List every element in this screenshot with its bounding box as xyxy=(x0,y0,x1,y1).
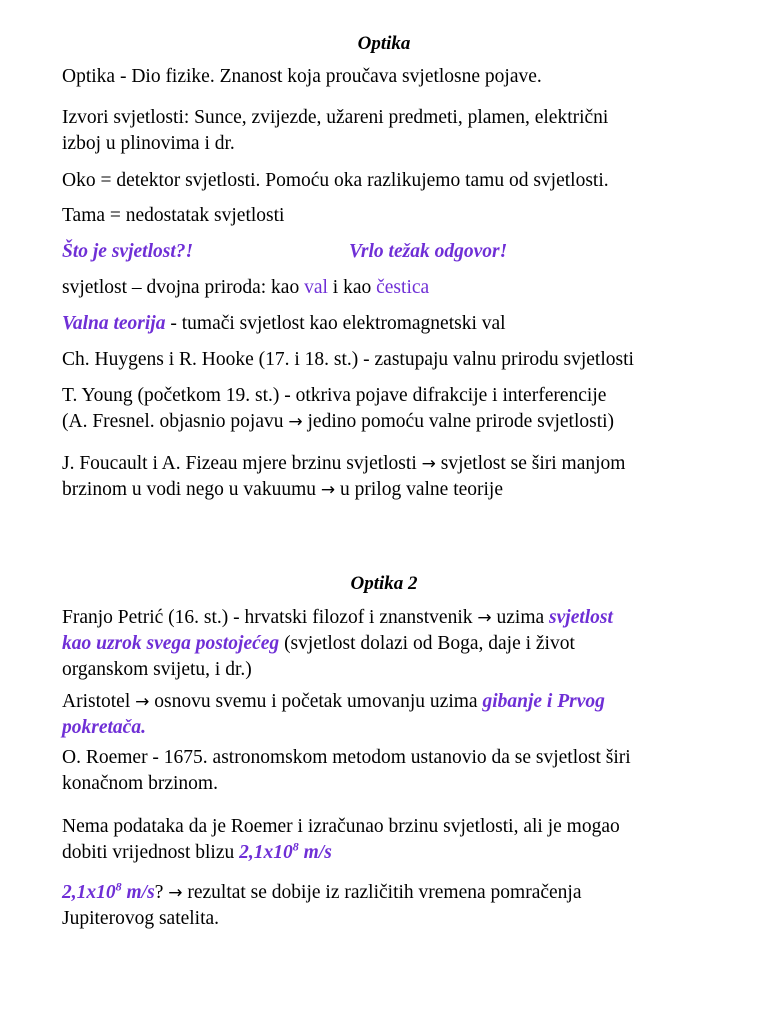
result-line-1-b: rezultat se dobije iz različitih vremena pomračenja xyxy=(182,882,582,903)
young-line-1: T. Young (početkom 19. st.) - otkriva pojave difrakcije i interferencije xyxy=(62,385,607,406)
young-line-2-b: jedino pomoću valne prirode svjetlosti) xyxy=(302,411,615,432)
arrow-icon: → xyxy=(320,480,336,500)
aristotle-line-1-a: Aristotel xyxy=(62,691,136,712)
result-speed-exponent: 8 xyxy=(115,879,122,894)
paragraph-definition xyxy=(62,64,722,90)
wave-theory-term: Valna teorija xyxy=(62,313,166,334)
no-data-line-1: Nema podataka da je Roemer i izračunao brzinu svjetlosti, ali je mogao xyxy=(62,816,620,837)
result-line-1-a: ? xyxy=(154,882,169,903)
eye-text: Oko = detektor svjetlosti. Pomoću oka razlikujemo tamu od svjetlosti. xyxy=(62,170,609,191)
wave-theory-text: - tumači svjetlost kao elektromagnetski val xyxy=(165,313,506,334)
aristotle-line-1-b: osnovu svemu i početak umovanju uzima xyxy=(149,691,483,712)
definition-text: Optika - Dio fizike. Znanost koja proučava svjetlosne pojave. xyxy=(62,66,542,87)
paragraph-light-sources xyxy=(62,105,722,157)
foucault-line-1-a: J. Foucault i A. Fizeau mjere brzinu svjetlosti xyxy=(62,453,422,474)
dual-nature-text-b: i kao xyxy=(327,277,377,298)
result-line-2: Jupiterovog satelita. xyxy=(62,908,220,929)
paragraph-roemer xyxy=(62,745,722,797)
arrow-icon: → xyxy=(477,608,492,628)
light-sources-line-1: Izvori svjetlosti: Sunce, zvijezde, užareni predmeti, plamen, električni xyxy=(62,107,609,128)
answer-text: Vrlo težak odgovor! xyxy=(349,241,508,262)
petric-highlight-1: svjetlost xyxy=(549,607,613,628)
foucault-line-1-b: svjetlost se širi manjom xyxy=(435,453,626,474)
roemer-line-2: konačnom brzinom. xyxy=(62,773,218,794)
result-speed-base: 2,1x10 xyxy=(62,882,116,903)
paragraph-no-data xyxy=(62,814,722,866)
petric-line-2-rest: (svjetlost dolazi od Boga, daje i život xyxy=(279,633,575,654)
paragraph-darkness xyxy=(62,203,722,229)
result-speed-unit: m/s xyxy=(121,882,155,903)
particle-word: čestica xyxy=(376,277,430,298)
speed-value xyxy=(239,839,332,863)
petric-line-1-b: uzima xyxy=(491,607,550,628)
arrow-icon: → xyxy=(288,412,303,432)
paragraph-eye xyxy=(62,168,722,194)
section-title-optika-2: Optika 2 xyxy=(350,573,418,594)
foucault-line-2-b: u prilog valne teorije xyxy=(335,479,504,500)
paragraph-question xyxy=(62,239,722,265)
paragraph-aristotle xyxy=(62,689,722,741)
petric-line-1-a: Franjo Petrić (16. st.) - hrvatski filozof i znanstvenik xyxy=(62,607,478,628)
arrow-icon: → xyxy=(135,692,150,712)
darkness-text: Tama = nedostatak svjetlosti xyxy=(62,205,285,226)
wave-word: val xyxy=(304,277,328,298)
result-speed-value xyxy=(62,879,155,903)
paragraph-young xyxy=(62,383,722,435)
paragraph-dual-nature xyxy=(62,275,722,301)
no-data-line-2-a: dobiti vrijednost blizu xyxy=(62,842,240,863)
speed-base: 2,1x10 xyxy=(239,842,293,863)
paragraph-huygens xyxy=(62,347,722,373)
petric-line-3: organskom svijetu, i dr.) xyxy=(62,659,252,680)
paragraph-wave-theory xyxy=(62,311,722,337)
paragraph-result xyxy=(62,880,722,932)
petric-highlight-2: kao uzrok svega postojećeg xyxy=(62,633,280,654)
huygens-text: Ch. Huygens i R. Hooke (17. i 18. st.) - zastupaju valnu prirodu svjetlosti xyxy=(62,349,634,370)
arrow-icon: → xyxy=(168,883,183,903)
roemer-line-1: O. Roemer - 1675. astronomskom metodom ustanovio da se svjetlost širi xyxy=(62,747,631,768)
aristotle-highlight-1: gibanje i Prvog xyxy=(482,691,605,712)
speed-unit: m/s xyxy=(298,842,332,863)
aristotle-highlight-2: pokretača. xyxy=(62,717,146,738)
young-line-2-a: (A. Fresnel. objasnio pojavu xyxy=(62,411,289,432)
paragraph-foucault xyxy=(62,451,722,503)
arrow-icon: → xyxy=(421,454,436,474)
dual-nature-text-a: svjetlost – dvojna priroda: kao xyxy=(62,277,305,298)
section-title-optika: Optika xyxy=(357,33,411,54)
light-sources-line-2: izboj u plinovima i dr. xyxy=(62,133,235,154)
question-text: Što je svjetlost?! xyxy=(62,241,194,262)
foucault-line-2-a: brzinom u vodi nego u vakuumu xyxy=(62,479,321,500)
paragraph-petric xyxy=(62,605,722,683)
speed-exponent: 8 xyxy=(292,839,299,854)
